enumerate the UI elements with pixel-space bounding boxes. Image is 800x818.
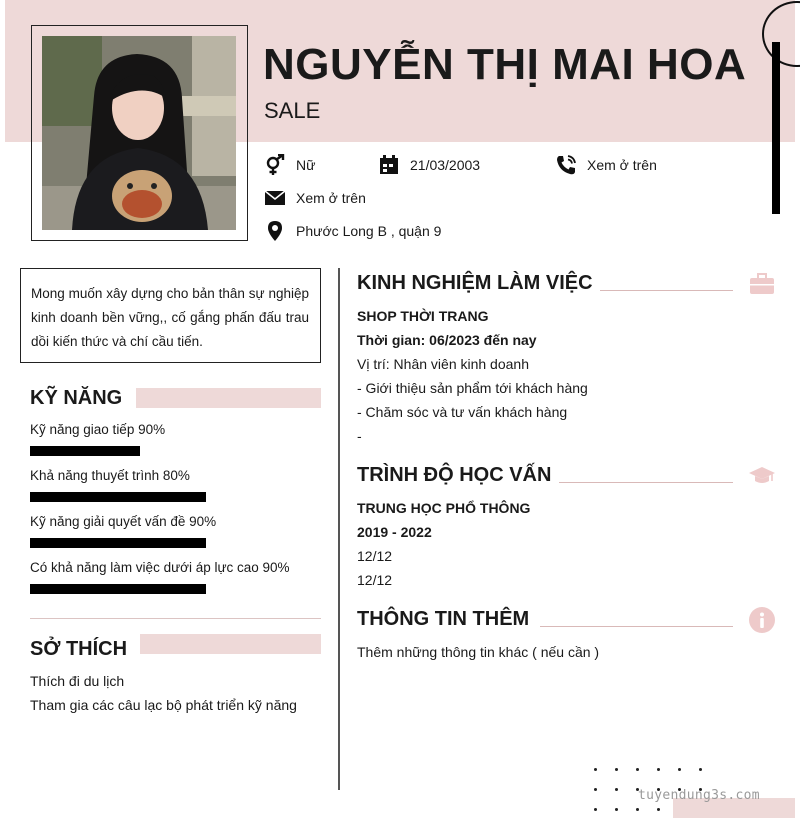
more-info-text: Thêm những thông tin khác ( nếu cần ) — [357, 644, 600, 660]
decorative-dot — [678, 768, 681, 771]
info-icon — [749, 607, 775, 633]
more-info-title-line — [540, 626, 733, 627]
skill-bar — [30, 446, 206, 456]
decorative-dot — [657, 768, 660, 771]
address-row — [264, 220, 441, 242]
section-divider — [30, 618, 321, 619]
education-line: 12/12 — [357, 548, 393, 564]
watermark: tuyendung3s.com — [638, 788, 760, 803]
experience-title: KINH NGHIỆM LÀM VIỆC — [357, 272, 593, 294]
column-divider — [338, 268, 340, 790]
candidate-position: SALE — [264, 98, 321, 123]
skill-bar-fill — [30, 584, 206, 594]
decorative-vertical-bar — [772, 42, 780, 214]
gender-row — [264, 154, 315, 176]
experience-duty: - Giới thiệu sản phẩm tới khách hàng — [357, 380, 588, 396]
decorative-dot — [699, 768, 702, 771]
education-title: TRÌNH ĐỘ HỌC VẤN — [357, 464, 552, 486]
gender-value: Nữ — [296, 157, 316, 173]
skills-title: KỸ NĂNG — [30, 387, 123, 409]
phone-icon — [555, 154, 577, 176]
envelope-icon — [264, 187, 286, 209]
skill-label: Kỹ năng giao tiếp 90% — [30, 422, 166, 437]
hobby-item: Tham gia các câu lạc bộ phát triển kỹ năng — [30, 697, 297, 713]
skill-bar-fill — [30, 538, 206, 548]
education-line: 12/12 — [357, 572, 393, 588]
email-row — [264, 187, 366, 209]
address-value: Phước Long B , quận 9 — [296, 223, 442, 239]
decorative-dot — [615, 788, 618, 791]
experience-duty: - Chăm sóc và tư vấn khách hàng — [357, 404, 568, 420]
decorative-dot — [615, 768, 618, 771]
experience-company: SHOP THỜI TRANG — [357, 308, 489, 324]
gender-icon — [264, 154, 286, 176]
experience-period: Thời gian: 06/2023 đến nay — [357, 332, 537, 348]
calendar-icon — [378, 154, 400, 176]
education-years: 2019 - 2022 — [357, 524, 432, 540]
decorative-dot — [594, 768, 597, 771]
decorative-dot — [594, 808, 597, 811]
avatar — [42, 36, 236, 230]
career-objective: Mong muốn xây dựng cho bản thân sự nghiệp kinh doanh bền vững,, cố gắng phấn đấu trau dồi kiến thức và chí cầu tiến. — [20, 268, 321, 363]
location-pin-icon — [264, 220, 286, 242]
decorative-dot — [657, 808, 660, 811]
email-value: Xem ở trên — [296, 190, 366, 206]
skill-bar — [30, 584, 206, 594]
phone-value: Xem ở trên — [587, 157, 657, 173]
decorative-dot — [636, 768, 639, 771]
skill-label: Có khả năng làm việc dưới áp lực cao 90% — [30, 560, 290, 575]
skill-label: Khả năng thuyết trình 80% — [30, 468, 190, 483]
decorative-dot — [636, 808, 639, 811]
skill-bar-fill — [30, 446, 140, 456]
skill-bar-fill — [30, 492, 206, 502]
skill-bar — [30, 492, 206, 502]
skill-label: Kỹ năng giải quyết vấn đề 90% — [30, 514, 217, 529]
phone-row — [555, 154, 657, 176]
hobbies-title: SỞ THÍCH — [30, 638, 128, 660]
experience-duty: - — [357, 428, 362, 444]
skills-title-strip — [136, 388, 321, 408]
experience-title-line — [600, 290, 733, 291]
candidate-name: NGUYỄN THỊ MAI HOA — [263, 40, 747, 89]
more-info-title: THÔNG TIN THÊM — [357, 608, 530, 630]
hobby-item: Thích đi du lịch — [30, 673, 125, 689]
skill-bar — [30, 538, 206, 548]
hobbies-title-strip — [140, 634, 321, 654]
graduation-cap-icon — [749, 463, 775, 489]
decorative-dot — [615, 808, 618, 811]
briefcase-icon — [749, 271, 775, 297]
education-title-line — [559, 482, 733, 483]
education-school: TRUNG HỌC PHỔ THÔNG — [357, 500, 531, 516]
experience-role: Vị trí: Nhân viên kinh doanh — [357, 356, 529, 372]
decorative-dot — [594, 788, 597, 791]
birthdate-row — [378, 154, 480, 176]
birthdate-value: 21/03/2003 — [410, 157, 481, 173]
